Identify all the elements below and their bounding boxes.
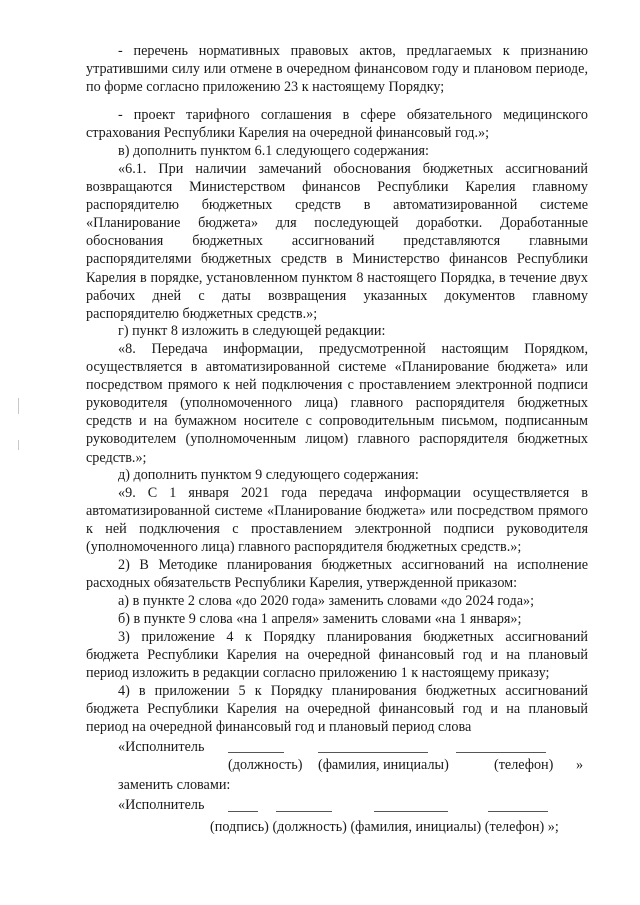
signature-old-close: » <box>576 757 584 773</box>
paragraph-item-d: д) дополнить пунктом 9 следующего содержания: <box>118 467 419 483</box>
blank-line-name <box>374 811 448 812</box>
caption-name: (фамилия, инициалы) <box>318 757 449 773</box>
paragraph-tariff-agreement: - проект тарифного соглашения в сфере обязательного медицинского страхования Республики Карелия на очередной финансовый год.»; <box>86 107 588 142</box>
signature-new-captions: (подпись) (должность) (фамилия, инициалы) (телефон) »; <box>210 819 559 835</box>
paragraph-appendix-4: 3) приложение 4 к Порядку планирования бюджетных ассигнований бюджета Республики Карелия на очередной финансовый год и на плановый период изложить в редакции согласно приложению 1 к настоящему приказу; <box>86 629 588 682</box>
scan-margin-mark <box>18 398 19 414</box>
paragraph-item-b: б) в пункте 9 слова «на 1 апреля» заменить словами «на 1 января»; <box>118 611 522 627</box>
signature-old-lead: «Исполнитель <box>118 739 205 755</box>
blank-line-phone <box>456 752 546 753</box>
paragraph-item-a: а) в пункте 2 слова «до 2020 года» заменить словами «до 2024 года»; <box>118 593 535 609</box>
paragraph-repeal-list: - перечень нормативных правовых актов, предлагаемых к признанию утратившими силу или отмене в очередном финансовом году и плановом периоде, по форме согласно приложению 23 к настоящему Порядку; <box>86 43 588 96</box>
paragraph-appendix-5: 4) в приложении 5 к Порядку планирования бюджетных ассигнований бюджета Республики Карелия на очередной финансовый год и на плановый период на очередной финансовый год и плановый период слова <box>86 683 588 736</box>
caption-position: (должность) <box>228 757 303 773</box>
paragraph-item-g: г) пункт 8 изложить в следующей редакции: <box>118 323 386 339</box>
paragraph-item-v: в) дополнить пунктом 6.1 следующего содержания: <box>118 143 429 159</box>
paragraph-methodology: 2) В Методике планирования бюджетных ассигнований на исполнение расходных обязательств Республики Карелия, утвержденной приказом: <box>86 557 588 592</box>
caption-phone: (телефон) <box>494 757 554 773</box>
blank-line-position <box>228 752 284 753</box>
blank-line-position <box>276 811 332 812</box>
replace-text: заменить словами: <box>118 777 231 793</box>
blank-line-name <box>318 752 428 753</box>
paragraph-clause-6-1: «6.1. При наличии замечаний обоснования бюджетных ассигнований возвращаются Министерством финансов Республики Карелия главному распорядителю бюджетных средств в автоматизированной системе «Планирование бюджета» для последующей доработки. Доработанные обоснования бюджетных ассигнований представляются главными распорядителями бюджетных средств в Министерство финансов Республики Карелия в порядке, установленном пунктом 8 настоящего Порядка, в течение двух рабочих дней с даты возвращения указанных документов главному распорядителю бюджетных средств.»; <box>86 161 588 322</box>
paragraph-clause-8: «8. Передача информации, предусмотренной настоящим Порядком, осуществляется в автоматизированной системе «Планирование бюджета» или посредством прямого к ней подключения с проставлением электронной подписи руководителя (уполномоченного лица) главного распорядителя бюджетных средств и на бумажном носителе с сопроводительным письмом, подписанным руководителем (уполномоченным лицом) главного распорядителя бюджетных средств.»; <box>86 341 588 466</box>
blank-line-phone <box>488 811 548 812</box>
paragraph-clause-9: «9. С 1 января 2021 года передача информации осуществляется в автоматизированной системе «Планирование бюджета» или посредством прямого к ней подключения с проставлением электронной подписи руководителя (уполномоченного лица) главного распорядителя бюджетных средств.»; <box>86 485 588 556</box>
scan-margin-mark <box>18 440 19 450</box>
blank-line-signature <box>228 811 258 812</box>
signature-new-lead: «Исполнитель <box>118 797 205 813</box>
